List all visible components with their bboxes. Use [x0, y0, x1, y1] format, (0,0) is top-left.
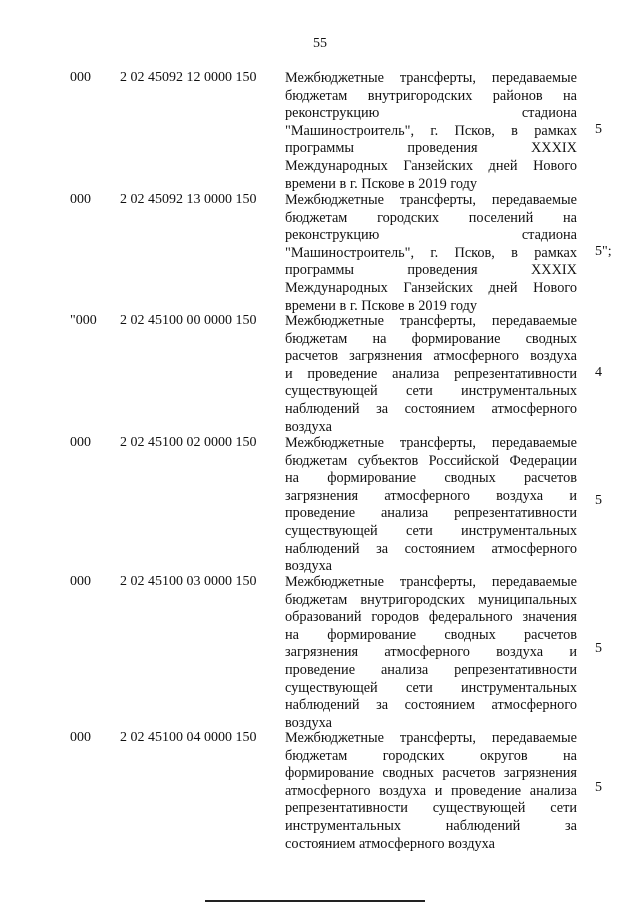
row-description [285, 574, 577, 732]
admin-code: 000 [70, 574, 91, 589]
description-line: "Машиностроитель", г. Псков, в рамках [285, 244, 577, 261]
description-line: воздуха [285, 714, 332, 731]
amount: 5 [595, 493, 602, 508]
description-line: реконструкцию стадиона [285, 227, 577, 244]
budget-classification-code: 2 02 45100 03 0000 150 [120, 574, 257, 589]
amount: 5"; [595, 244, 612, 259]
description-line: наблюдений за состоянием атмосферного [285, 697, 577, 714]
description-line: Межбюджетные трансферты, передаваемые [285, 313, 577, 329]
description-line: существующей сети инструментальных [285, 383, 577, 400]
description-line: загрязнения атмосферного воздуха и [285, 487, 577, 504]
description-line: проведение анализа репрезентативности [285, 505, 577, 522]
description-line: формирование сводных расчетов загрязнения [285, 765, 577, 782]
admin-code: 000 [70, 730, 91, 745]
description-line: образований городов федерального значения [285, 609, 577, 626]
description-line: наблюдений за состоянием атмосферного [285, 540, 577, 557]
page-number: 55 [313, 36, 327, 51]
description-line: бюджетам внутригородских муниципальных [285, 591, 577, 608]
amount: 5 [595, 780, 602, 795]
row-description [285, 313, 577, 436]
description-line: Межбюджетные трансферты, передаваемые [285, 435, 577, 451]
description-line: репрезентативности существующей сети [285, 800, 577, 817]
description-line: расчетов загрязнения атмосферного воздуха [285, 348, 577, 365]
amount: 5 [595, 122, 602, 137]
admin-code: 000 [70, 192, 91, 207]
description-line: на формирование сводных расчетов [285, 470, 577, 487]
description-line: Межбюджетные трансферты, передаваемые [285, 574, 577, 590]
amount: 4 [595, 365, 602, 380]
budget-classification-code: 2 02 45092 13 0000 150 [120, 192, 257, 207]
row-description [285, 730, 577, 853]
description-line: загрязнения атмосферного воздуха и [285, 644, 577, 661]
description-line: проведение анализа репрезентативности [285, 661, 577, 678]
description-line: бюджетам внутригородских районов на [285, 87, 577, 104]
description-line: на формирование сводных расчетов [285, 626, 577, 643]
description-line: воздуха [285, 558, 332, 575]
description-line: бюджетам на формирование сводных [285, 330, 577, 347]
description-line: "Машиностроитель", г. Псков, в рамках [285, 122, 577, 139]
description-line: Международных Ганзейских дней Нового [285, 279, 577, 296]
admin-code: 000 [70, 70, 91, 85]
description-line: существующей сети инструментальных [285, 679, 577, 696]
description-line: наблюдений за состоянием атмосферного [285, 400, 577, 417]
row-description [285, 192, 577, 315]
description-line: бюджетам субъектов Российской Федерации [285, 452, 577, 469]
admin-code: 000 [70, 435, 91, 450]
description-line: реконструкцию стадиона [285, 105, 577, 122]
admin-code: "000 [70, 313, 97, 328]
description-line: Межбюджетные трансферты, передаваемые [285, 192, 577, 208]
description-line: воздуха [285, 418, 332, 435]
description-line: программы проведения XXXIX [285, 262, 577, 279]
budget-classification-code: 2 02 45100 04 0000 150 [120, 730, 257, 745]
page-bottom-rule [205, 900, 425, 902]
description-line: времени в г. Пскове в 2019 году [285, 297, 478, 314]
description-line: состоянием атмосферного воздуха [285, 835, 495, 852]
row-description [285, 435, 577, 576]
amount: 5 [595, 641, 602, 656]
budget-classification-code: 2 02 45100 02 0000 150 [120, 435, 257, 450]
description-line: бюджетам городских округов на [285, 747, 577, 764]
description-line: Межбюджетные трансферты, передаваемые [285, 70, 577, 86]
budget-classification-code: 2 02 45100 00 0000 150 [120, 313, 257, 328]
description-line: бюджетам городских поселений на [285, 209, 577, 226]
budget-classification-code: 2 02 45092 12 0000 150 [120, 70, 257, 85]
description-line: и проведение анализа репрезентативности [285, 365, 577, 382]
description-line: Межбюджетные трансферты, передаваемые [285, 730, 577, 746]
description-line: программы проведения XXXIX [285, 140, 577, 157]
row-description [285, 70, 577, 193]
description-line: существующей сети инструментальных [285, 522, 577, 539]
description-line: инструментальных наблюдений за [285, 817, 577, 834]
description-line: времени в г. Пскове в 2019 году [285, 175, 478, 192]
description-line: Международных Ганзейских дней Нового [285, 157, 577, 174]
description-line: атмосферного воздуха и проведение анализа [285, 782, 577, 799]
